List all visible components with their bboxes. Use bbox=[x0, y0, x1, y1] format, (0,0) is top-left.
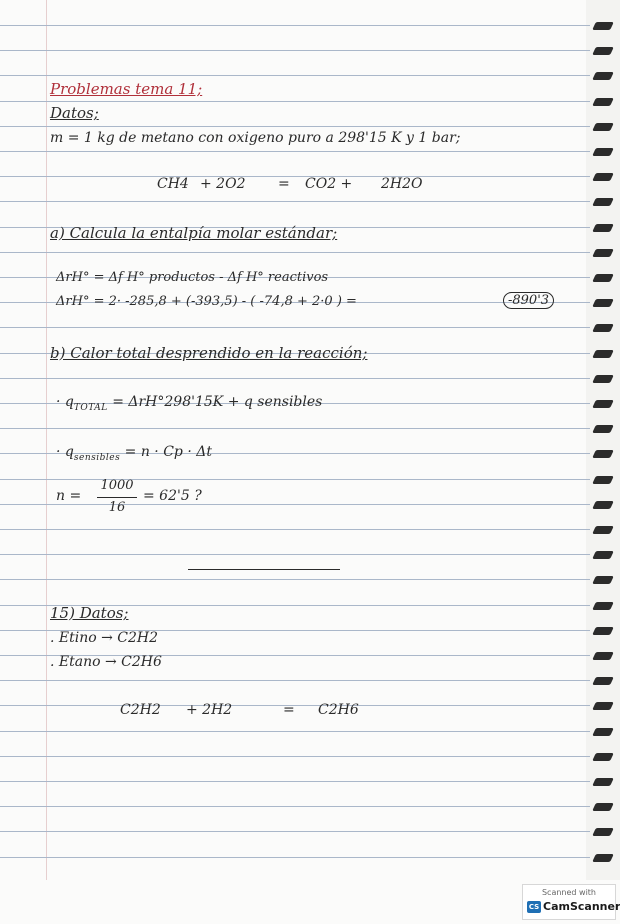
q-sensible-subscript: sensibles bbox=[73, 453, 121, 463]
reaction1-product1: CO2 + bbox=[305, 176, 353, 192]
ruled-line bbox=[0, 176, 590, 177]
ruled-line bbox=[0, 731, 590, 732]
reaction15-reactant1: C2H2 bbox=[120, 702, 161, 718]
q-total-line: · $q_{TOTAL} = \Delta rH^\circ 298'15K + q$ sensibles bbox=[56, 394, 323, 413]
camscanner-watermark bbox=[522, 884, 620, 920]
ruled-line bbox=[0, 680, 590, 681]
ruled-line bbox=[0, 479, 590, 480]
ruled-line bbox=[0, 252, 590, 253]
part-a-formula: ΔrH° = Δf H° productos - Δf H° reactivos bbox=[56, 270, 329, 285]
etano-text: Etano → C2H6 bbox=[58, 654, 162, 670]
reaction1-reactant1: CH4 bbox=[157, 176, 189, 192]
ruled-line bbox=[0, 781, 590, 782]
section-divider bbox=[188, 569, 340, 570]
spiral-binding bbox=[586, 0, 620, 880]
ruled-line bbox=[0, 756, 590, 757]
watermark-line1: Scanned with bbox=[541, 888, 597, 897]
ruled-line bbox=[0, 504, 590, 505]
ruled-line bbox=[0, 126, 590, 127]
ruled-line bbox=[0, 705, 590, 706]
problem-statement: m = 1 kg de metano con oxigeno puro a 298'15 K y 1 bar; bbox=[50, 130, 461, 146]
q-sensible-line: · $q_{sensibles} = n \cdot Cp \cdot \Delta t$ bbox=[56, 444, 212, 463]
ruled-line bbox=[0, 101, 590, 102]
q-total-symbol: q bbox=[64, 394, 74, 410]
ruled-line bbox=[0, 151, 590, 152]
ruled-line bbox=[0, 378, 590, 379]
reaction15-equals: = bbox=[283, 702, 295, 718]
part-b-prompt: b) Calor total desprendido en la reacción; bbox=[50, 344, 368, 362]
page-title: Problemas tema 11; bbox=[50, 80, 203, 98]
q-sensible-symbol: q bbox=[64, 444, 74, 460]
reaction15-product: C2H6 bbox=[318, 702, 359, 718]
q-sensible-expression: = n · Cp · Δt bbox=[124, 444, 212, 460]
n-denominator: 16 bbox=[108, 500, 126, 515]
ruled-line bbox=[0, 554, 590, 555]
n-lhs: n = bbox=[56, 488, 82, 504]
ruled-line bbox=[0, 75, 590, 76]
ruled-line bbox=[0, 857, 590, 858]
ruled-line bbox=[0, 201, 590, 202]
reaction15-reactant2: + 2H2 bbox=[186, 702, 233, 718]
ruled-line bbox=[0, 25, 590, 26]
ruled-line bbox=[0, 806, 590, 807]
reaction1-product2: 2H2O bbox=[381, 176, 423, 192]
etino-line: . Etino → C2H2 bbox=[50, 630, 159, 646]
etino-text: Etino → C2H2 bbox=[58, 630, 159, 646]
ruled-line bbox=[0, 579, 590, 580]
watermark-line2: CamScanner bbox=[543, 900, 620, 913]
datos-label: Datos; bbox=[50, 104, 99, 122]
n-result: = 62'5 ? bbox=[143, 488, 202, 504]
part-a-calc: ΔrH° = 2· -285,8 + (-393,5) - ( -74,8 + 2·0 ) = bbox=[56, 294, 357, 309]
reaction1-equals: = bbox=[278, 176, 290, 192]
ruled-line bbox=[0, 327, 590, 328]
problem15-title: 15) Datos; bbox=[50, 604, 129, 622]
ruled-line bbox=[0, 428, 590, 429]
camscanner-logo-icon: CS bbox=[528, 903, 540, 911]
fraction-bar bbox=[97, 497, 137, 498]
margin-line bbox=[46, 0, 47, 880]
ruled-line bbox=[0, 831, 590, 832]
reaction1-reactant2: + 2O2 bbox=[200, 176, 246, 192]
q-total-subscript: TOTAL bbox=[73, 403, 108, 413]
part-a-result: -890'3 bbox=[503, 292, 554, 309]
ruled-line bbox=[0, 529, 590, 530]
q-total-expression: = ΔrH°298'15K + q sensibles bbox=[112, 394, 323, 410]
n-numerator: 1000 bbox=[100, 478, 134, 493]
etano-line: . Etano → C2H6 bbox=[50, 654, 162, 670]
part-a-prompt: a) Calcula la entalpía molar estándar; bbox=[50, 224, 338, 242]
ruled-line bbox=[0, 50, 590, 51]
